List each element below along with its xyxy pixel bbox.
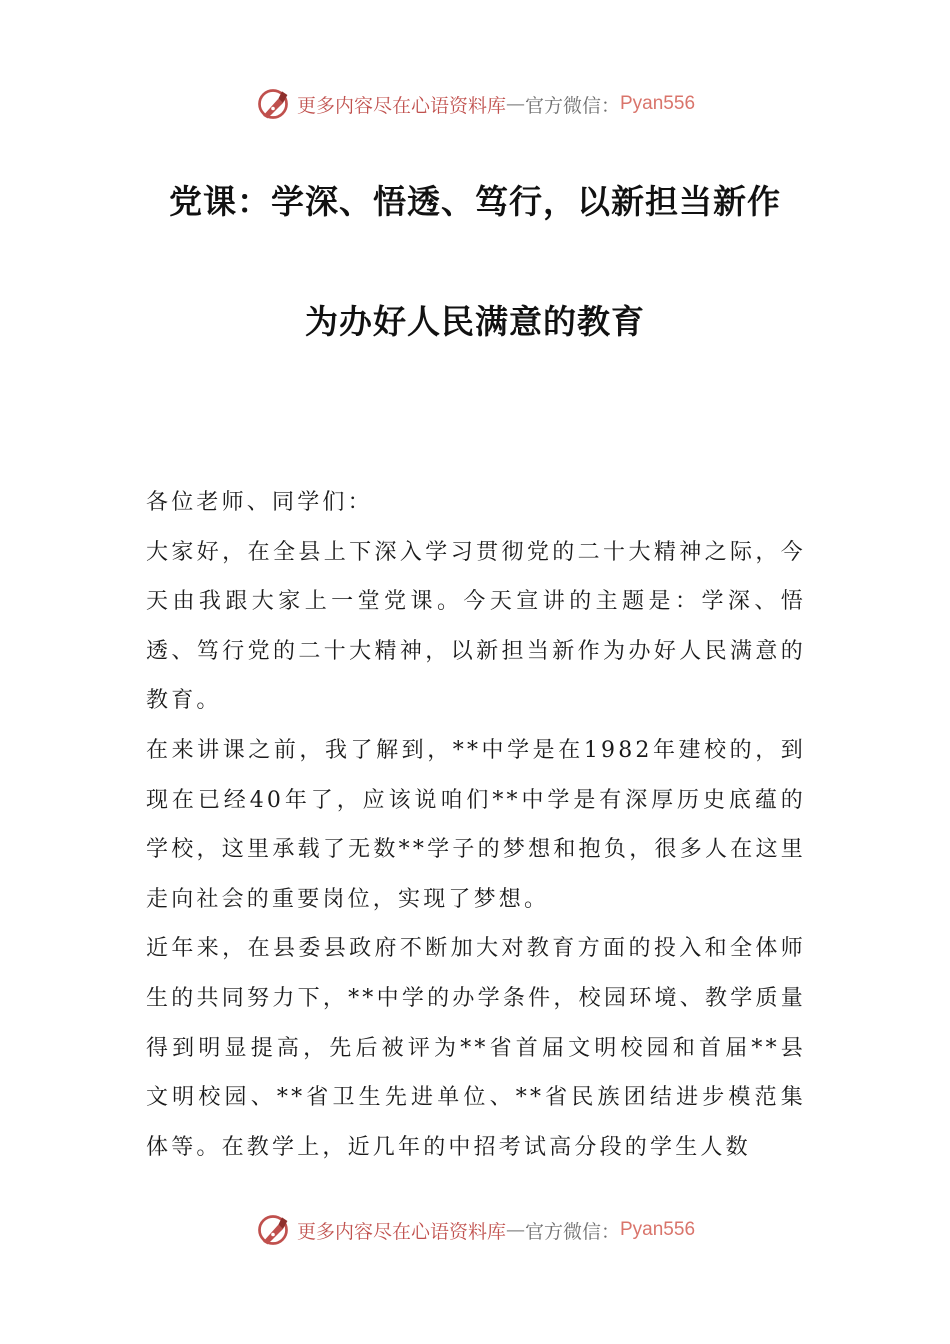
banner-wechat-label: 官方微信： <box>524 94 620 117</box>
banner-wechat-id: Pyan556 <box>620 93 696 114</box>
banner-brand-text: 更多内容尽在心语资料库 <box>296 1220 506 1243</box>
footer-watermark-banner <box>0 1210 950 1250</box>
banner-wechat-label: 官方微信： <box>524 1220 620 1243</box>
body-paragraph: 近年来，在县委县政府不断加大对教育方面的投入和全体师生的共同努力下，**中学的办学条件，校园环境、教学质量得到明显提高，先后被评为**省首届文明校园和首届**县文明校园、**省卫生先进单位、**省民族团结进步模范集体等。在教学上，近几年的中招考试高分段的学生人数 <box>146 936 806 1160</box>
pen-nib-icon <box>255 1212 291 1248</box>
document-title-line-2: 为办好人民满意的教育 <box>305 302 645 341</box>
banner-dash: — <box>505 1219 525 1241</box>
banner-dash: — <box>505 93 525 115</box>
body-paragraph: 在来讲课之前，我了解到，**中学是在1982年建校的，到现在已经40年了，应该说咱们**中学是有深厚历史底蕴的学校，这里承载了无数**学子的梦想和抱负，很多人在这里走向社会的重要岗位，实现了梦想。 <box>146 737 806 912</box>
header-watermark-banner <box>0 84 950 124</box>
document-title-line-1: 党课：学深、悟透、笃行，以新担当新作 <box>169 182 781 221</box>
body-paragraph: 大家好，在全县上下深入学习贯彻党的二十大精神之际，今天由我跟大家上一堂党课。今天宣讲的主题是：学深、悟透、笃行党的二十大精神，以新担当新作为办好人民满意的教育。 <box>146 539 806 714</box>
document-body <box>146 478 806 1172</box>
banner-brand-text: 更多内容尽在心语资料库 <box>296 94 506 117</box>
greeting: 各位老师、同学们： <box>146 490 373 515</box>
pen-nib-icon <box>255 86 291 122</box>
banner-wechat-id: Pyan556 <box>620 1219 696 1240</box>
